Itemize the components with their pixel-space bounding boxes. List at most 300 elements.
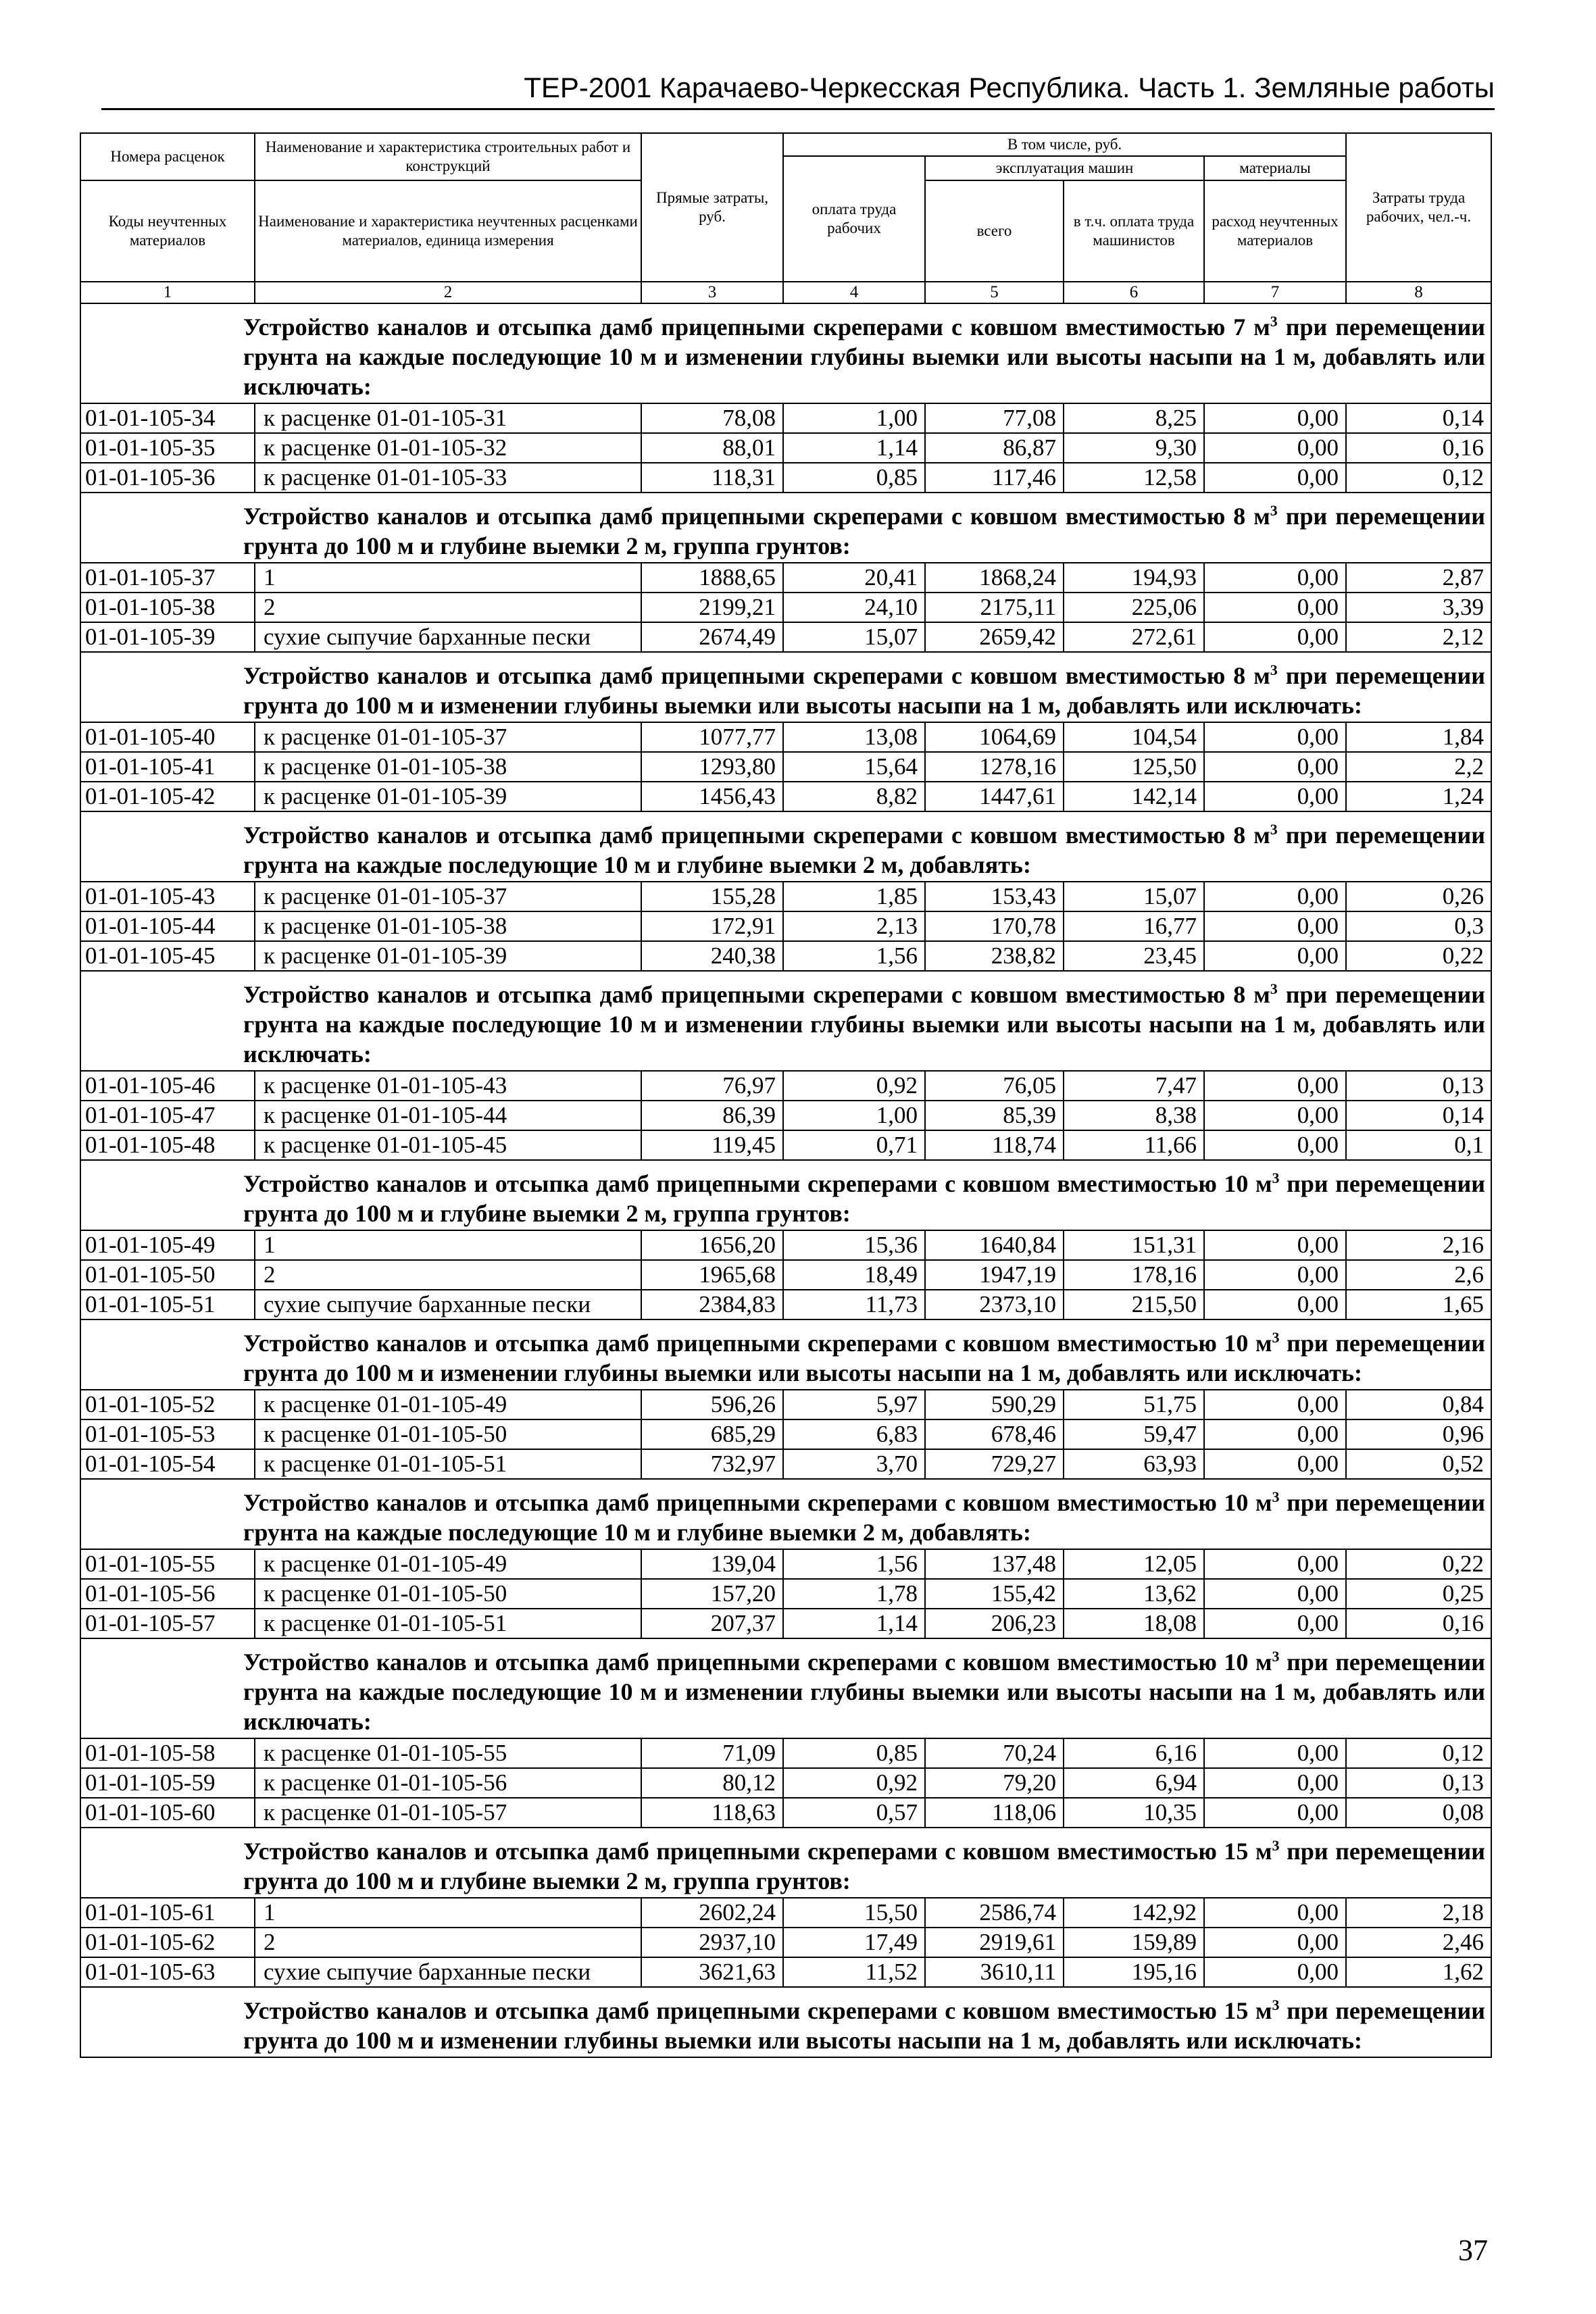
machine-total-cell: 1947,19 — [925, 1260, 1064, 1290]
machinist-pay-cell: 225,06 — [1064, 593, 1204, 622]
machinist-pay-cell: 6,16 — [1064, 1738, 1204, 1768]
materials-cell: 0,00 — [1204, 433, 1346, 463]
section-heading-row — [80, 1828, 1491, 1898]
col-number: 6 — [1064, 282, 1204, 303]
section-heading-text: Устройство каналов и отсыпка дамб прицепными скреперами с ковшом вместимостью 15 м — [243, 1997, 1272, 2024]
rate-code: 01-01-105-50 — [80, 1260, 255, 1290]
table-row — [80, 1549, 1491, 1579]
labor-pay-cell: 6,83 — [783, 1419, 925, 1449]
machinist-pay-cell: 195,16 — [1064, 1957, 1204, 1987]
labor-pay-cell: 1,56 — [783, 1549, 925, 1579]
rate-code: 01-01-105-51 — [80, 1290, 255, 1319]
rate-code: 01-01-105-35 — [80, 433, 255, 463]
direct-costs-cell: 118,31 — [641, 463, 783, 493]
table-row — [80, 911, 1491, 941]
col-header-material-codes: Коды неучтенных материалов — [80, 180, 255, 282]
rate-name: к расценке 01-01-105-43 — [255, 1071, 641, 1101]
labor-hours-cell: 2,46 — [1346, 1928, 1491, 1957]
rate-name: к расценке 01-01-105-57 — [255, 1798, 641, 1828]
section-heading-row — [80, 1479, 1491, 1549]
labor-pay-cell: 15,36 — [783, 1230, 925, 1260]
machinist-pay-cell: 178,16 — [1064, 1260, 1204, 1290]
section-heading — [80, 971, 1491, 1071]
machine-total-cell: 1447,61 — [925, 782, 1064, 811]
section-heading-text: Устройство каналов и отсыпка дамб прицепными скреперами с ковшом вместимостью 10 м — [243, 1649, 1272, 1676]
rate-code: 01-01-105-52 — [80, 1390, 255, 1419]
section-heading — [80, 493, 1491, 563]
materials-cell: 0,00 — [1204, 1609, 1346, 1638]
labor-hours-cell: 1,65 — [1346, 1290, 1491, 1319]
rate-code: 01-01-105-53 — [80, 1419, 255, 1449]
machinist-pay-cell: 8,38 — [1064, 1101, 1204, 1130]
labor-hours-cell: 2,12 — [1346, 622, 1491, 652]
labor-hours-cell: 0,14 — [1346, 1101, 1491, 1130]
section-heading-text: при перемещении грунта на каждые последующие 10 м и изменении глубины выемки или высоты насыпи на 1 м, добавлять или исключать: — [243, 313, 1486, 400]
table-row — [80, 1390, 1491, 1419]
direct-costs-cell: 88,01 — [641, 433, 783, 463]
labor-hours-cell: 0,25 — [1346, 1579, 1491, 1609]
materials-cell: 0,00 — [1204, 1928, 1346, 1957]
labor-pay-cell: 15,64 — [783, 752, 925, 782]
materials-cell: 0,00 — [1204, 1738, 1346, 1768]
materials-cell: 0,00 — [1204, 1768, 1346, 1798]
direct-costs-cell: 119,45 — [641, 1130, 783, 1160]
labor-pay-cell: 0,71 — [783, 1130, 925, 1160]
materials-cell: 0,00 — [1204, 1579, 1346, 1609]
table-row — [80, 1798, 1491, 1828]
labor-hours-cell: 3,39 — [1346, 593, 1491, 622]
machinist-pay-cell: 10,35 — [1064, 1798, 1204, 1828]
section-heading-row — [80, 303, 1491, 403]
superscript-cubic: 3 — [1270, 980, 1278, 997]
machine-total-cell: 2175,11 — [925, 593, 1064, 622]
labor-pay-cell: 0,85 — [783, 1738, 925, 1768]
rate-name: к расценке 01-01-105-44 — [255, 1101, 641, 1130]
rate-name: сухие сыпучие барханные пески — [255, 622, 641, 652]
materials-cell: 0,00 — [1204, 911, 1346, 941]
machinist-pay-cell: 23,45 — [1064, 941, 1204, 971]
labor-pay-cell: 1,14 — [783, 1609, 925, 1638]
machinist-pay-cell: 59,47 — [1064, 1419, 1204, 1449]
rate-name: к расценке 01-01-105-51 — [255, 1609, 641, 1638]
section-heading-text: при перемещении грунта до 100 м и глубине выемки 2 м, группа грунтов: — [243, 1838, 1486, 1894]
labor-hours-cell: 0,16 — [1346, 433, 1491, 463]
section-heading-text: при перемещении грунта до 100 м и изменении глубины выемки или высоты насыпи на 1 м, добавлять или исключать: — [243, 1330, 1486, 1386]
section-heading-row — [80, 971, 1491, 1071]
table-row — [80, 563, 1491, 593]
rate-name: 2 — [255, 593, 641, 622]
rate-name: к расценке 01-01-105-32 — [255, 433, 641, 463]
rate-code: 01-01-105-37 — [80, 563, 255, 593]
rate-name: сухие сыпучие барханные пески — [255, 1957, 641, 1987]
labor-pay-cell: 1,85 — [783, 882, 925, 911]
machine-total-cell: 729,27 — [925, 1449, 1064, 1479]
rate-name: к расценке 01-01-105-56 — [255, 1768, 641, 1798]
superscript-cubic: 3 — [1270, 661, 1278, 678]
direct-costs-cell: 596,26 — [641, 1390, 783, 1419]
col-header-direct-costs: Прямые затраты, руб. — [641, 133, 783, 282]
direct-costs-cell: 240,38 — [641, 941, 783, 971]
direct-costs-cell: 3621,63 — [641, 1957, 783, 1987]
materials-cell: 0,00 — [1204, 941, 1346, 971]
machine-total-cell: 206,23 — [925, 1609, 1064, 1638]
materials-cell: 0,00 — [1204, 882, 1346, 911]
rate-name: сухие сыпучие барханные пески — [255, 1290, 641, 1319]
machine-total-cell: 1278,16 — [925, 752, 1064, 782]
col-header-rate-numbers: Номера расценок — [80, 133, 255, 180]
machinist-pay-cell: 151,31 — [1064, 1230, 1204, 1260]
machinist-pay-cell: 11,66 — [1064, 1130, 1204, 1160]
labor-hours-cell: 0,22 — [1346, 941, 1491, 971]
labor-hours-cell: 0,08 — [1346, 1798, 1491, 1828]
direct-costs-cell: 71,09 — [641, 1738, 783, 1768]
labor-pay-cell: 1,56 — [783, 941, 925, 971]
labor-pay-cell: 24,10 — [783, 593, 925, 622]
labor-pay-cell: 5,97 — [783, 1390, 925, 1419]
rate-code: 01-01-105-45 — [80, 941, 255, 971]
direct-costs-cell: 732,97 — [641, 1449, 783, 1479]
rate-code: 01-01-105-48 — [80, 1130, 255, 1160]
rate-code: 01-01-105-46 — [80, 1071, 255, 1101]
section-heading-text: при перемещении грунта на каждые последующие 10 м и изменении глубины выемки или высоты насыпи на 1 м, добавлять или исключать: — [243, 981, 1486, 1067]
machine-total-cell: 2919,61 — [925, 1928, 1064, 1957]
labor-hours-cell: 0,1 — [1346, 1130, 1491, 1160]
rate-name: к расценке 01-01-105-50 — [255, 1579, 641, 1609]
labor-pay-cell: 15,07 — [783, 622, 925, 652]
rate-name: 2 — [255, 1260, 641, 1290]
table-row — [80, 1609, 1491, 1638]
machinist-pay-cell: 9,30 — [1064, 433, 1204, 463]
materials-cell: 0,00 — [1204, 782, 1346, 811]
direct-costs-cell: 685,29 — [641, 1419, 783, 1449]
superscript-cubic: 3 — [1272, 1329, 1280, 1346]
section-heading-row — [80, 652, 1491, 722]
labor-hours-cell: 0,12 — [1346, 463, 1491, 493]
section-heading — [80, 1319, 1491, 1390]
table-row — [80, 1290, 1491, 1319]
machinist-pay-cell: 12,05 — [1064, 1549, 1204, 1579]
machinist-pay-cell: 7,47 — [1064, 1071, 1204, 1101]
rate-code: 01-01-105-41 — [80, 752, 255, 782]
machine-total-cell: 1868,24 — [925, 563, 1064, 593]
rate-code: 01-01-105-54 — [80, 1449, 255, 1479]
machine-total-cell: 70,24 — [925, 1738, 1064, 1768]
machine-total-cell: 77,08 — [925, 403, 1064, 433]
rate-code: 01-01-105-38 — [80, 593, 255, 622]
machine-total-cell: 76,05 — [925, 1071, 1064, 1101]
col-header-group: В том числе, руб. — [783, 133, 1346, 156]
section-heading-text: Устройство каналов и отсыпка дамб прицепными скреперами с ковшом вместимостью 15 м — [243, 1838, 1272, 1865]
materials-cell: 0,00 — [1204, 752, 1346, 782]
table-row — [80, 1260, 1491, 1290]
machinist-pay-cell: 18,08 — [1064, 1609, 1204, 1638]
direct-costs-cell: 2937,10 — [641, 1928, 783, 1957]
labor-pay-cell: 11,52 — [783, 1957, 925, 1987]
labor-pay-cell: 20,41 — [783, 563, 925, 593]
machinist-pay-cell: 125,50 — [1064, 752, 1204, 782]
rate-name: к расценке 01-01-105-37 — [255, 722, 641, 752]
materials-cell: 0,00 — [1204, 1798, 1346, 1828]
superscript-cubic: 3 — [1272, 1996, 1280, 2013]
labor-hours-cell: 0,84 — [1346, 1390, 1491, 1419]
machinist-pay-cell: 159,89 — [1064, 1928, 1204, 1957]
col-header-labor-pay: оплата труда рабочих — [783, 156, 925, 282]
machine-total-cell: 2659,42 — [925, 622, 1064, 652]
machine-total-cell: 590,29 — [925, 1390, 1064, 1419]
section-heading-text: при перемещении грунта на каждые последующие 10 м и глубине выемки 2 м, добавлять: — [243, 1489, 1486, 1546]
direct-costs-cell: 1656,20 — [641, 1230, 783, 1260]
section-heading-text: Устройство каналов и отсыпка дамб прицепными скреперами с ковшом вместимостью 8 м — [243, 822, 1270, 849]
machinist-pay-cell: 51,75 — [1064, 1390, 1204, 1419]
machine-total-cell: 118,06 — [925, 1798, 1064, 1828]
machinist-pay-cell: 272,61 — [1064, 622, 1204, 652]
labor-pay-cell: 1,78 — [783, 1579, 925, 1609]
rate-code: 01-01-105-58 — [80, 1738, 255, 1768]
section-heading-row — [80, 1160, 1491, 1230]
rates-table — [80, 132, 1492, 2058]
table-row — [80, 622, 1491, 652]
direct-costs-cell: 1293,80 — [641, 752, 783, 782]
col-header-machine-exploitation: эксплуатация машин — [925, 156, 1204, 180]
col-number: 5 — [925, 282, 1064, 303]
materials-cell: 0,00 — [1204, 1549, 1346, 1579]
col-number: 7 — [1204, 282, 1346, 303]
machine-total-cell: 79,20 — [925, 1768, 1064, 1798]
table-row — [80, 1230, 1491, 1260]
materials-cell: 0,00 — [1204, 1898, 1346, 1928]
machinist-pay-cell: 215,50 — [1064, 1290, 1204, 1319]
rate-code: 01-01-105-47 — [80, 1101, 255, 1130]
running-header: ТЕР-2001 Карачаево-Черкесская Республика. Часть 1. Земляные работы — [101, 68, 1495, 110]
table-row — [80, 593, 1491, 622]
table-row — [80, 1738, 1491, 1768]
labor-hours-cell: 0,26 — [1346, 882, 1491, 911]
rate-code: 01-01-105-43 — [80, 882, 255, 911]
direct-costs-cell: 155,28 — [641, 882, 783, 911]
rate-name: к расценке 01-01-105-38 — [255, 752, 641, 782]
rate-code: 01-01-105-62 — [80, 1928, 255, 1957]
table-row — [80, 1928, 1491, 1957]
table-row — [80, 1101, 1491, 1130]
machinist-pay-cell: 63,93 — [1064, 1449, 1204, 1479]
table-row — [80, 1768, 1491, 1798]
labor-hours-cell: 0,52 — [1346, 1449, 1491, 1479]
labor-pay-cell: 1,00 — [783, 1101, 925, 1130]
direct-costs-cell: 139,04 — [641, 1549, 783, 1579]
section-heading-text: при перемещении грунта на каждые последующие 10 м и изменении глубины выемки или высоты насыпи на 1 м, добавлять или исключать: — [243, 1649, 1486, 1735]
labor-pay-cell: 1,14 — [783, 433, 925, 463]
machine-total-cell: 155,42 — [925, 1579, 1064, 1609]
machinist-pay-cell: 104,54 — [1064, 722, 1204, 752]
labor-pay-cell: 3,70 — [783, 1449, 925, 1479]
machine-total-cell: 117,46 — [925, 463, 1064, 493]
materials-cell: 0,00 — [1204, 1419, 1346, 1449]
rate-name: к расценке 01-01-105-37 — [255, 882, 641, 911]
labor-pay-cell: 0,92 — [783, 1071, 925, 1101]
labor-hours-cell: 0,13 — [1346, 1768, 1491, 1798]
direct-costs-cell: 1888,65 — [641, 563, 783, 593]
rate-name: к расценке 01-01-105-38 — [255, 911, 641, 941]
section-heading-text: Устройство каналов и отсыпка дамб прицепными скреперами с ковшом вместимостью 10 м — [243, 1489, 1272, 1516]
section-heading-row — [80, 1987, 1491, 2057]
col-header-materials: материалы — [1204, 156, 1346, 180]
rate-code: 01-01-105-56 — [80, 1579, 255, 1609]
section-heading-text: Устройство каналов и отсыпка дамб прицепными скреперами с ковшом вместимостью 10 м — [243, 1170, 1272, 1197]
machinist-pay-cell: 13,62 — [1064, 1579, 1204, 1609]
direct-costs-cell: 80,12 — [641, 1768, 783, 1798]
direct-costs-cell: 76,97 — [641, 1071, 783, 1101]
materials-cell: 0,00 — [1204, 1230, 1346, 1260]
table-row — [80, 722, 1491, 752]
labor-hours-cell: 1,62 — [1346, 1957, 1491, 1987]
materials-cell: 0,00 — [1204, 1071, 1346, 1101]
col-header-machine-total: всего — [925, 180, 1064, 282]
rate-name: к расценке 01-01-105-49 — [255, 1549, 641, 1579]
machine-total-cell: 1640,84 — [925, 1230, 1064, 1260]
col-header-material-name: Наименование и характеристика неучтенных расценками материалов, единица измерения — [255, 180, 641, 282]
section-heading-row — [80, 493, 1491, 563]
materials-cell: 0,00 — [1204, 622, 1346, 652]
rate-name: к расценке 01-01-105-50 — [255, 1419, 641, 1449]
table-row — [80, 1419, 1491, 1449]
col-number: 3 — [641, 282, 783, 303]
machine-total-cell: 2373,10 — [925, 1290, 1064, 1319]
rate-code: 01-01-105-57 — [80, 1609, 255, 1638]
materials-cell: 0,00 — [1204, 1390, 1346, 1419]
superscript-cubic: 3 — [1270, 313, 1278, 330]
superscript-cubic: 3 — [1270, 502, 1278, 519]
machinist-pay-cell: 15,07 — [1064, 882, 1204, 911]
section-heading-text: Устройство каналов и отсыпка дамб прицепными скреперами с ковшом вместимостью 8 м — [243, 503, 1270, 530]
machine-total-cell: 153,43 — [925, 882, 1064, 911]
direct-costs-cell: 172,91 — [641, 911, 783, 941]
col-header-material-usage: расход неучтенных материалов — [1204, 180, 1346, 282]
section-heading-row — [80, 1638, 1491, 1738]
rate-code: 01-01-105-49 — [80, 1230, 255, 1260]
table-row — [80, 941, 1491, 971]
section-heading — [80, 1479, 1491, 1549]
table-row — [80, 1898, 1491, 1928]
section-heading-text: Устройство каналов и отсыпка дамб прицепными скреперами с ковшом вместимостью 7 м — [243, 313, 1270, 341]
labor-pay-cell: 0,57 — [783, 1798, 925, 1828]
labor-hours-cell: 2,18 — [1346, 1898, 1491, 1928]
materials-cell: 0,00 — [1204, 1101, 1346, 1130]
materials-cell: 0,00 — [1204, 463, 1346, 493]
direct-costs-cell: 207,37 — [641, 1609, 783, 1638]
machine-total-cell: 678,46 — [925, 1419, 1064, 1449]
section-heading-text: при перемещении грунта до 100 м и изменении глубины выемки или высоты насыпи на 1 м, добавлять или исключать: — [243, 1997, 1486, 2054]
section-heading-text: Устройство каналов и отсыпка дамб прицепными скреперами с ковшом вместимостью 10 м — [243, 1330, 1272, 1357]
labor-pay-cell: 0,85 — [783, 463, 925, 493]
table-row — [80, 782, 1491, 811]
machine-total-cell: 2586,74 — [925, 1898, 1064, 1928]
direct-costs-cell: 1965,68 — [641, 1260, 783, 1290]
direct-costs-cell: 1456,43 — [641, 782, 783, 811]
direct-costs-cell: 2384,83 — [641, 1290, 783, 1319]
labor-hours-cell: 0,12 — [1346, 1738, 1491, 1768]
rate-code: 01-01-105-36 — [80, 463, 255, 493]
machinist-pay-cell: 194,93 — [1064, 563, 1204, 593]
direct-costs-cell: 2199,21 — [641, 593, 783, 622]
materials-cell: 0,00 — [1204, 1130, 1346, 1160]
section-heading-row — [80, 1319, 1491, 1390]
machinist-pay-cell: 6,94 — [1064, 1768, 1204, 1798]
machinist-pay-cell: 142,92 — [1064, 1898, 1204, 1928]
table-row — [80, 463, 1491, 493]
labor-hours-cell: 2,6 — [1346, 1260, 1491, 1290]
machine-total-cell: 85,39 — [925, 1101, 1064, 1130]
section-heading — [80, 1828, 1491, 1898]
machinist-pay-cell: 142,14 — [1064, 782, 1204, 811]
rate-code: 01-01-105-55 — [80, 1549, 255, 1579]
col-number: 4 — [783, 282, 925, 303]
materials-cell: 0,00 — [1204, 1957, 1346, 1987]
page-number: 37 — [1458, 2234, 1488, 2267]
table-row — [80, 1579, 1491, 1609]
machine-total-cell: 118,74 — [925, 1130, 1064, 1160]
labor-pay-cell: 2,13 — [783, 911, 925, 941]
machine-total-cell: 238,82 — [925, 941, 1064, 971]
superscript-cubic: 3 — [1270, 821, 1278, 838]
machine-total-cell: 86,87 — [925, 433, 1064, 463]
table-row — [80, 1957, 1491, 1987]
section-heading — [80, 1987, 1491, 2057]
rate-code: 01-01-105-34 — [80, 403, 255, 433]
rate-code: 01-01-105-39 — [80, 622, 255, 652]
labor-hours-cell: 0,3 — [1346, 911, 1491, 941]
labor-pay-cell: 13,08 — [783, 722, 925, 752]
machine-total-cell: 1064,69 — [925, 722, 1064, 752]
direct-costs-cell: 86,39 — [641, 1101, 783, 1130]
section-heading-text: при перемещении грунта до 100 м и глубине выемки 2 м, группа грунтов: — [243, 503, 1486, 559]
table-body — [80, 303, 1491, 2057]
rate-name: 1 — [255, 1230, 641, 1260]
labor-hours-cell: 0,14 — [1346, 403, 1491, 433]
section-heading — [80, 1160, 1491, 1230]
materials-cell: 0,00 — [1204, 593, 1346, 622]
materials-cell: 0,00 — [1204, 1290, 1346, 1319]
rate-name: к расценке 01-01-105-51 — [255, 1449, 641, 1479]
superscript-cubic: 3 — [1272, 1169, 1280, 1186]
labor-pay-cell: 15,50 — [783, 1898, 925, 1928]
table-row — [80, 882, 1491, 911]
direct-costs-cell: 157,20 — [641, 1579, 783, 1609]
section-heading — [80, 811, 1491, 882]
table-row — [80, 1130, 1491, 1160]
materials-cell: 0,00 — [1204, 1449, 1346, 1479]
materials-cell: 0,00 — [1204, 403, 1346, 433]
rate-name: 1 — [255, 563, 641, 593]
labor-pay-cell: 8,82 — [783, 782, 925, 811]
labor-pay-cell: 18,49 — [783, 1260, 925, 1290]
direct-costs-cell: 78,08 — [641, 403, 783, 433]
col-header-machinist-pay: в т.ч. оплата труда машинистов — [1064, 180, 1204, 282]
col-header-work-name: Наименование и характеристика строительных работ и конструкций — [255, 133, 641, 180]
table-row — [80, 403, 1491, 433]
rate-name: к расценке 01-01-105-39 — [255, 941, 641, 971]
labor-hours-cell: 1,24 — [1346, 782, 1491, 811]
section-heading-row — [80, 811, 1491, 882]
direct-costs-cell: 1077,77 — [641, 722, 783, 752]
section-heading-text: Устройство каналов и отсыпка дамб прицепными скреперами с ковшом вместимостью 8 м — [243, 662, 1270, 689]
rate-name: к расценке 01-01-105-31 — [255, 403, 641, 433]
section-heading-text: при перемещении грунта на каждые последующие 10 м и глубине выемки 2 м, добавлять: — [243, 822, 1486, 878]
rate-code: 01-01-105-40 — [80, 722, 255, 752]
rate-code: 01-01-105-59 — [80, 1768, 255, 1798]
col-number: 1 — [80, 282, 255, 303]
labor-pay-cell: 0,92 — [783, 1768, 925, 1798]
labor-pay-cell: 1,00 — [783, 403, 925, 433]
